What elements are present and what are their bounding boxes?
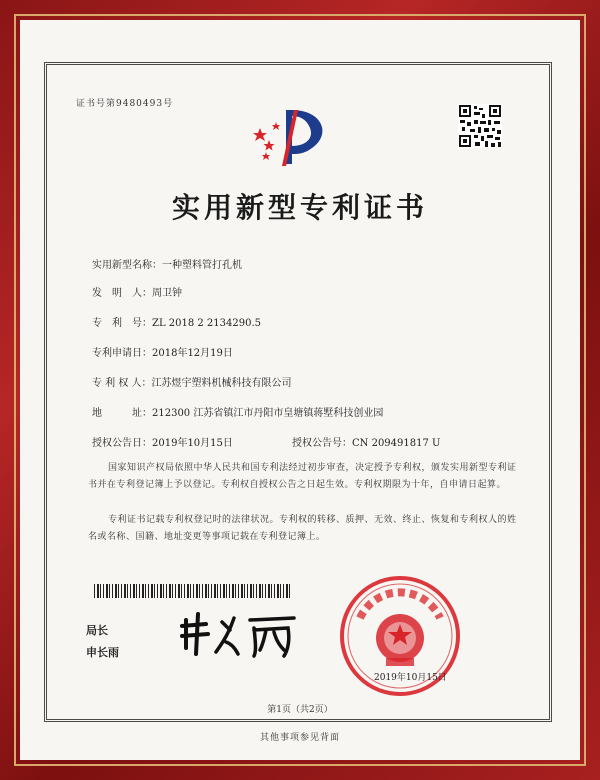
field-label: 地 址： [92,408,152,419]
field-patentee [92,374,292,389]
qr-code-icon [458,104,502,148]
field-address [92,404,383,419]
field-value: 一种塑料管打孔机 [162,260,242,271]
page-number: 第1页（共2页） [267,705,333,715]
field-label: 专利申请日： [92,348,152,359]
certificate-number: 证书号第9480493号 [76,99,174,109]
field-value: 2018年12月19日 [152,348,233,359]
certificate-title: 实用新型专利证书 [171,191,428,224]
field-value: 2019年10月15日 [152,438,233,449]
field-value: ZL 2018 2 2134290.5 [152,318,262,329]
cnipa-logo-icon [252,104,334,168]
field-value: CN 209491817 U [352,438,441,449]
body-paragraph-1: 国家知识产权局依照中华人民共和国专利法经过初步审查，决定授予专利权，颁发实用新型专利证书并在专利登记簿上予以登记。专利权自授权公告之日起生效。专利权期限为十年，自申请日起算。 [88,463,517,490]
field-inventor [92,284,182,299]
field-filing-date [92,344,233,359]
footer-note: 其他事项参见背面 [259,733,340,743]
field-label: 发 明 人： [92,288,152,299]
field-value: 江苏煜宇塑料机械科技有限公司 [151,378,292,389]
field-label: 授权公告日： [92,438,152,449]
field-utility-name [92,256,242,271]
barcode-icon [94,584,290,598]
director-signature-icon [176,606,306,662]
field-label: 专 利 权 人： [92,378,152,389]
field-grant-date [92,434,233,449]
field-grant-number [292,434,440,449]
field-label: 实用新型名称： [92,260,162,271]
director-name: 申长雨 [86,646,119,659]
director-label: 局长 [86,624,108,637]
field-label: 授权公告号： [292,438,352,449]
field-value: 周卫钟 [152,288,182,299]
seal-date: 2019年10月15日 [374,673,447,683]
field-label: 专 利 号： [92,318,152,329]
body-paragraph-2: 专利证书记载专利权登记时的法律状况。专利权的转移、质押、无效、终止、恢复和专利权人的姓名或名称、国籍、地址变更等事项记载在专利登记簿上。 [88,515,517,542]
field-patent-number [92,314,261,329]
field-value: 212300 江苏省镇江市丹阳市皇塘镇蒋墅科技创业园 [152,408,384,419]
